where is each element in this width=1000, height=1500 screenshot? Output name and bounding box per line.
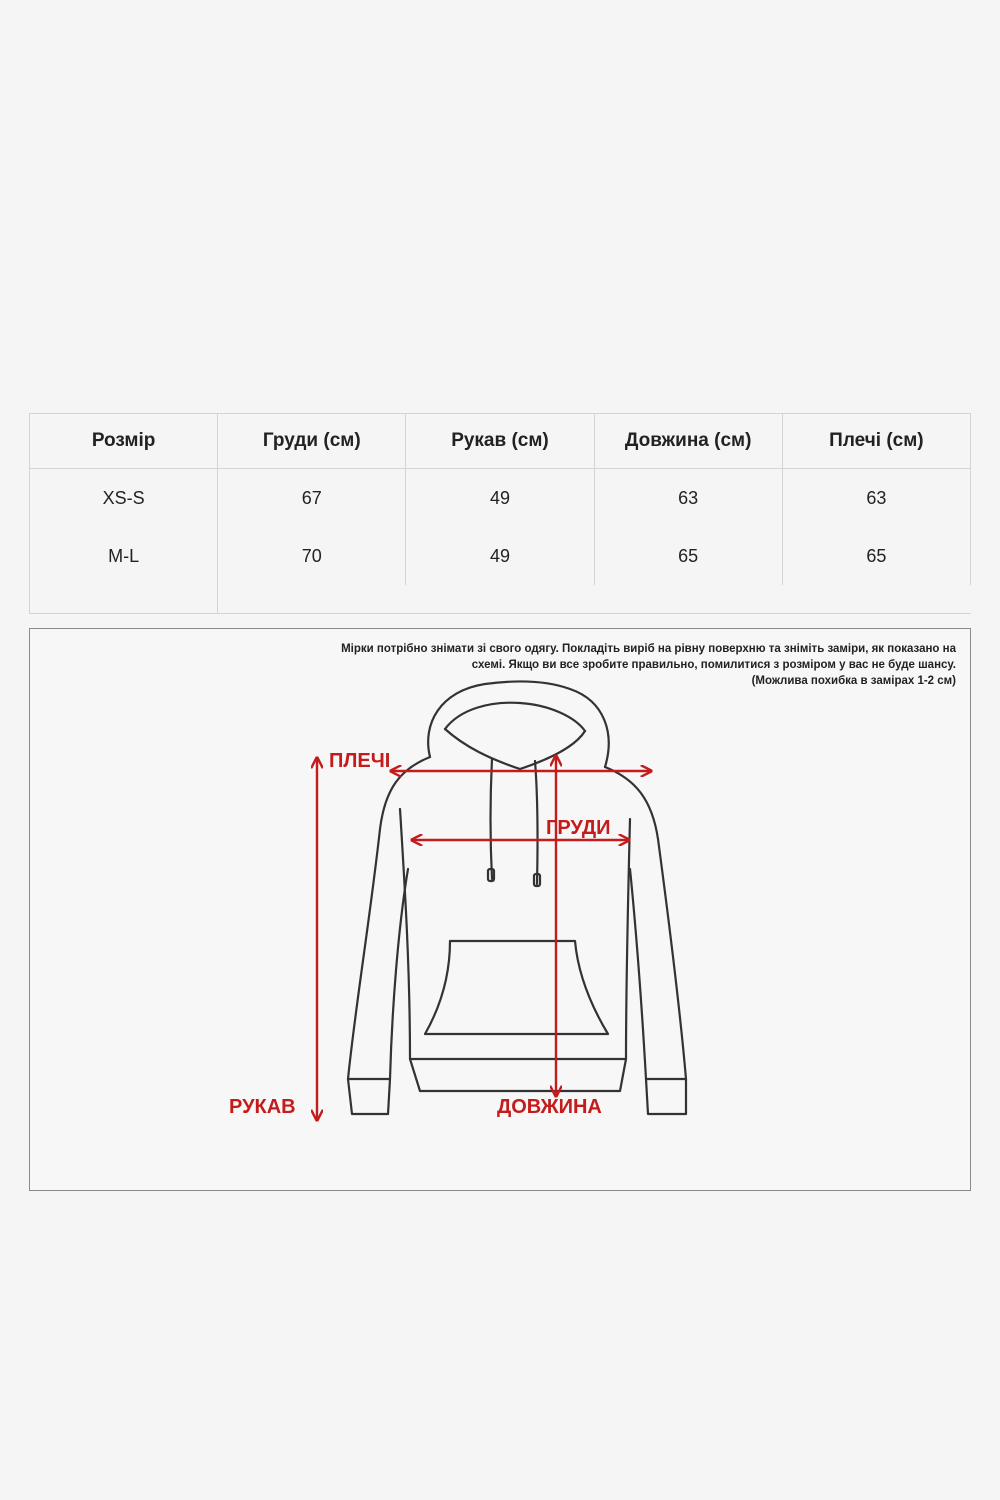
instruction-line: схемі. Якщо ви все зробите правильно, помилитися з розміром у вас не буде шансу.: [471, 659, 956, 671]
right-cuff: [646, 1079, 686, 1114]
label-shoulders: ПЛЕЧІ: [329, 750, 391, 772]
cell-shoulders: 65: [782, 527, 970, 585]
cell-length: 65: [594, 527, 782, 585]
cell-sleeve: 49: [406, 469, 594, 528]
size-table: [29, 413, 971, 614]
empty-cell: [594, 585, 782, 614]
instruction-line: Мірки потрібно знімати зі свого одягу. Покладіть виріб на рівну поверхню та зніміть заміри, як показано на: [341, 643, 956, 655]
cell-chest: 70: [218, 527, 406, 585]
header-chest: Груди (см): [218, 414, 406, 469]
cell-sleeve: 49: [406, 527, 594, 585]
header-sleeve: Рукав (см): [406, 414, 594, 469]
measurement-diagram: [29, 628, 971, 1191]
cell-shoulders: 63: [782, 469, 970, 528]
label-chest: ГРУДИ: [546, 817, 611, 839]
table-empty-row: [30, 585, 971, 614]
kangaroo-pocket: [425, 941, 608, 1034]
cell-chest: 67: [218, 469, 406, 528]
empty-cell: [406, 585, 594, 614]
right-sleeve-inner: [630, 869, 646, 1079]
table-row: [30, 469, 971, 528]
label-length: ДОВЖИНА: [497, 1096, 602, 1118]
empty-cell: [218, 585, 406, 614]
hood-inner: [445, 703, 585, 731]
instruction-line: (Можлива похибка в замірах 1-2 см): [751, 675, 956, 687]
label-sleeve: РУКАВ: [229, 1096, 296, 1118]
header-shoulders: Плечі (см): [782, 414, 970, 469]
hoodie-diagram: [30, 629, 970, 1190]
hood-outline: [428, 681, 609, 767]
table-header-row: [30, 414, 971, 469]
left-drawstring: [491, 759, 493, 879]
right-drawstring: [535, 761, 538, 884]
table-row: [30, 527, 971, 585]
waistband: [410, 1059, 626, 1091]
left-torso: [400, 809, 410, 1059]
cell-size: M-L: [30, 527, 218, 585]
left-cuff: [348, 1079, 390, 1114]
header-size: Розмір: [30, 414, 218, 469]
cell-size: XS-S: [30, 469, 218, 528]
header-length: Довжина (см): [594, 414, 782, 469]
body-left: [348, 757, 430, 1079]
body-right: [605, 767, 686, 1079]
right-torso: [626, 819, 630, 1059]
empty-cell: [30, 585, 218, 614]
hoodie-outline: [348, 681, 686, 1114]
hood-opening: [445, 729, 585, 769]
cell-length: 63: [594, 469, 782, 528]
empty-cell: [782, 585, 970, 614]
